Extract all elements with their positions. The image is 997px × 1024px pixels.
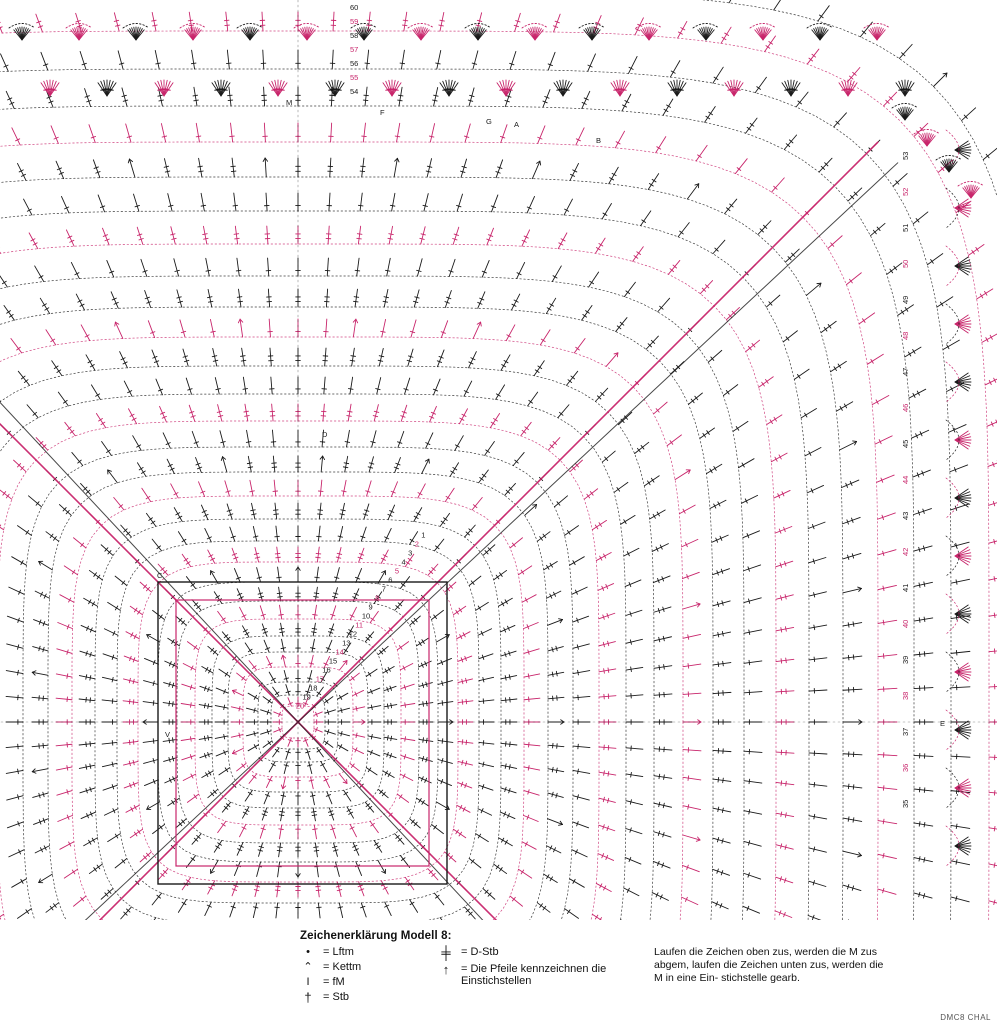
credit-text: DMC8 CHAL	[940, 1013, 991, 1022]
double-stb-icon: ╪	[441, 945, 451, 960]
legend-item	[438, 963, 628, 987]
legend-item	[300, 991, 412, 1005]
legend-item	[300, 961, 412, 973]
bar-icon: I	[306, 976, 310, 989]
legend-label: = D-Stb	[461, 946, 499, 958]
legend-label: = fM	[323, 976, 345, 989]
dot-icon: •	[306, 946, 310, 958]
legend-column-2	[438, 946, 628, 987]
stb-icon: †	[304, 990, 312, 1006]
legend	[300, 930, 990, 1006]
legend-label: = Die Pfeile kennzeichnen die Einstichstellen	[461, 963, 607, 988]
caret-icon: ⌃	[303, 961, 313, 974]
legend-label: = Lftm	[323, 946, 354, 958]
legend-column-3	[654, 946, 884, 984]
legend-label: = Stb	[323, 991, 349, 1004]
legend-column-1	[300, 946, 412, 1006]
arrow-up-icon: ↑	[442, 962, 450, 978]
legend-item	[300, 946, 412, 958]
legend-item	[300, 976, 412, 988]
legend-title: Zeichenerklärung Modell 8:	[300, 930, 452, 942]
legend-note: Laufen die Zeichen oben zus, werden die M zus abgem, laufen die Zeichen unten zus, werden die M in eine Ein- stichstelle gearb.	[654, 946, 884, 984]
legend-item	[438, 946, 628, 960]
legend-label: = Kettm	[323, 961, 362, 974]
